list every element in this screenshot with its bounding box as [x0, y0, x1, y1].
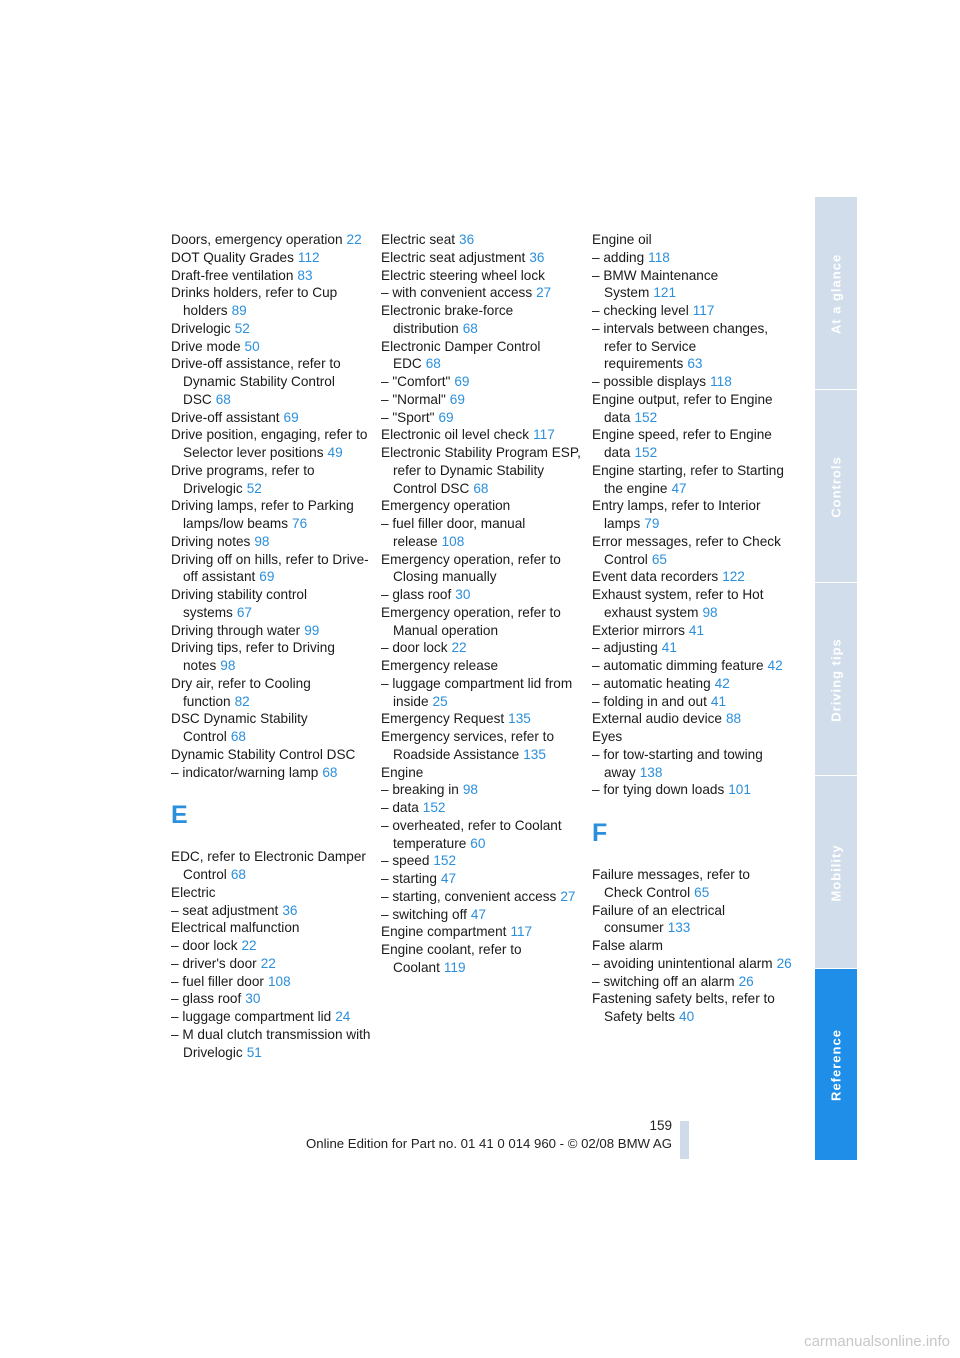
page-link[interactable]: 99 [304, 622, 320, 638]
page-link[interactable]: 22 [260, 955, 276, 971]
entry-text: – "Sport" [381, 409, 435, 425]
index-entry [381, 657, 581, 675]
entry-text: Error messages, refer to Check Control [592, 533, 781, 567]
entry-text: Driving off on hills, refer to Drive-off assistant [171, 551, 369, 585]
entry-text: DSC Dynamic Stability Control [171, 711, 308, 744]
page-link[interactable]: 69 [283, 409, 299, 425]
page-link[interactable]: 117 [533, 427, 555, 443]
index-entry [592, 657, 792, 675]
index-entry [171, 355, 371, 408]
index-entry [381, 515, 581, 551]
page-link[interactable]: 152 [634, 445, 658, 460]
entry-text: Dynamic Stability Control DSC [171, 746, 356, 762]
page-link[interactable]: 24 [335, 1009, 351, 1024]
page-link[interactable]: 36 [282, 902, 298, 918]
page-link[interactable]: 40 [679, 1009, 695, 1024]
entry-text: Emergency Request [381, 711, 505, 727]
entry-text: Engine oil [592, 232, 652, 247]
page-link[interactable]: 76 [292, 516, 308, 531]
entry-text: Draft-free ventilation [171, 267, 294, 283]
page-link[interactable]: 63 [687, 356, 703, 372]
entry-text: Driving stability control systems [171, 587, 307, 620]
entry-text: Engine starting, refer to Starting the engine [592, 462, 784, 496]
page-link[interactable]: 98 [220, 658, 236, 673]
entry-text: Eyes [592, 729, 623, 744]
entry-text: Drive-off assistance, refer to Dynamic Stability Control DSC [171, 356, 341, 407]
index-entry [381, 852, 581, 870]
entry-text: – adding [592, 249, 645, 265]
entry-text: Failure of an electrical consumer [592, 902, 725, 936]
entry-text: – switching off an alarm [592, 973, 735, 989]
page-link[interactable]: 89 [231, 303, 247, 318]
index-entry [381, 551, 581, 587]
index-entry [381, 586, 581, 604]
entry-text: Electric seat [381, 232, 456, 247]
index-entry [171, 462, 371, 498]
index-entry [171, 1008, 371, 1026]
page-link[interactable]: 135 [523, 746, 546, 762]
page-link[interactable]: 69 [259, 569, 275, 585]
entry-text: – for tow-starting and towing away [592, 746, 763, 780]
sidebar-tab-label: Controls [828, 455, 844, 518]
page-link[interactable]: 98 [462, 782, 478, 798]
index-entry [381, 267, 581, 285]
page-link[interactable]: 26 [738, 973, 754, 989]
entry-text: Drive-off assistant [171, 409, 280, 425]
entry-text: – switching off [381, 906, 467, 922]
index-entry [592, 675, 792, 693]
entry-text: Electric steering wheel lock [381, 267, 545, 283]
index-entry [592, 728, 792, 746]
index-entry [381, 426, 581, 444]
section-sidebar [815, 197, 857, 1160]
section-letter: E [171, 801, 188, 830]
page-link[interactable]: 47 [671, 480, 687, 496]
section-letter: F [592, 819, 608, 847]
entry-text: Engine speed, refer to Engine data [592, 427, 772, 460]
index-entry [592, 973, 792, 991]
entry-text: Driving lamps, refer to Parking lamps/low beams [171, 498, 354, 531]
entry-text: Drivelogic [171, 320, 231, 336]
sidebar-tab-label: At a glance [828, 253, 844, 334]
entry-text: – speed [381, 853, 430, 869]
entry-text: – avoiding unintentional alarm [592, 955, 773, 971]
sidebar-tab-label: Reference [828, 1028, 844, 1101]
index-entry [171, 533, 371, 551]
index-entry [381, 231, 581, 249]
index-entry [592, 693, 792, 711]
page-link[interactable]: 69 [449, 391, 465, 407]
index-entry [592, 426, 792, 462]
entry-text: Driving through water [171, 622, 301, 638]
index-entry [592, 866, 792, 902]
index-entry [171, 284, 371, 320]
page-link[interactable]: 47 [440, 871, 457, 886]
footer-bar [680, 1121, 689, 1159]
watermark: carmanualsonline.info [804, 1333, 950, 1350]
index-entry [171, 267, 371, 285]
page-link[interactable]: 68 [425, 356, 441, 372]
index-entry [381, 604, 581, 640]
page-link[interactable]: 30 [455, 587, 471, 602]
page-link[interactable]: 68 [473, 480, 489, 496]
page-link[interactable]: 152 [422, 800, 446, 815]
page-link[interactable]: 121 [653, 285, 677, 301]
page-link[interactable]: 98 [254, 533, 270, 549]
entry-text: Electronic oil level check [381, 427, 530, 443]
page-link[interactable]: 112 [297, 249, 320, 265]
page-link[interactable]: 49 [327, 445, 343, 460]
index-entry [381, 799, 581, 817]
page-link[interactable]: 52 [246, 480, 262, 496]
index-entry [171, 320, 371, 338]
entry-text: Doors, emergency operation [171, 232, 343, 247]
index-entry [381, 639, 581, 657]
entry-text: – starting [381, 871, 437, 886]
page-link[interactable]: 122 [722, 569, 745, 585]
entry-text: – breaking in [381, 782, 459, 798]
index-entry [592, 231, 792, 249]
page-link[interactable]: 68 [215, 391, 231, 407]
entry-text: – fuel filler door [171, 973, 264, 989]
entry-text: Electronic brake-force distribution [381, 303, 514, 336]
sidebar-tab-driving-tips[interactable] [815, 583, 857, 776]
page-link[interactable]: 42 [714, 675, 730, 691]
entry-text: – indicator/warning lamp [171, 764, 319, 780]
page-link[interactable]: 27 [536, 285, 552, 301]
entry-text: – folding in and out [592, 693, 707, 709]
index-entry [592, 710, 792, 728]
index-column-2 [381, 231, 581, 977]
index-entry [171, 426, 371, 462]
entry-text: EDC, refer to Electronic Damper Control [171, 849, 366, 882]
page-link[interactable]: 98 [702, 604, 718, 620]
index-entry [381, 781, 581, 799]
index-entry [592, 249, 792, 267]
entry-text: Event data recorders [592, 569, 719, 585]
entry-text: – possible displays [592, 374, 707, 389]
index-entry [592, 781, 792, 799]
entry-text: – automatic heating [592, 675, 711, 691]
entry-text: – data [381, 800, 419, 815]
index-entry [592, 533, 792, 569]
entry-text: – "Normal" [381, 391, 446, 407]
entry-text: Drinks holders, refer to Cup holders [171, 285, 338, 318]
index-entry [592, 955, 792, 973]
page-link[interactable]: 118 [648, 249, 670, 265]
index-entry [171, 710, 371, 746]
index-column-3 [592, 231, 792, 1026]
page-link[interactable]: 36 [529, 249, 545, 265]
page-link[interactable]: 65 [694, 884, 710, 900]
sidebar-tab-label: Driving tips [828, 637, 844, 722]
page-link[interactable]: 117 [692, 303, 715, 318]
entry-text: Engine compartment [381, 924, 507, 940]
index-entry [381, 497, 581, 515]
page-link[interactable]: 133 [667, 920, 691, 936]
index-entry [171, 937, 371, 955]
page-link[interactable]: 68 [230, 867, 246, 882]
index-entry [381, 284, 581, 302]
index-entry [592, 267, 792, 303]
index-entry [171, 848, 371, 884]
index-entry [171, 919, 371, 937]
index-entry [592, 373, 792, 391]
index-entry [381, 906, 581, 924]
page-link[interactable]: 50 [244, 338, 260, 354]
entry-text: – glass roof [381, 587, 452, 602]
page-link[interactable]: 22 [346, 232, 362, 247]
page-link[interactable]: 108 [267, 973, 291, 989]
page-link[interactable]: 69 [454, 374, 470, 389]
page-link[interactable]: 30 [245, 991, 261, 1007]
index-entry [592, 746, 792, 782]
page-link[interactable]: 41 [661, 640, 677, 656]
page-link[interactable]: 41 [710, 693, 727, 709]
page-link[interactable]: 22 [451, 640, 467, 656]
entry-text: – automatic dimming feature [592, 658, 764, 673]
index-entry [381, 373, 581, 391]
index-entry [171, 675, 371, 711]
index-entry [592, 586, 792, 622]
index-entry [592, 320, 792, 373]
index-entry [592, 568, 792, 586]
page-link[interactable]: 52 [234, 320, 250, 336]
page-link[interactable]: 68 [462, 320, 478, 336]
entry-text: – door lock [381, 640, 448, 656]
entry-text: Emergency operation [381, 498, 511, 514]
entry-text: – with convenient access [381, 285, 533, 301]
entry-text: Drive position, engaging, refer to Selector lever positions [171, 427, 368, 460]
entry-text: Drive mode [171, 338, 241, 354]
index-entry [592, 391, 792, 427]
index-entry [171, 955, 371, 973]
page-link[interactable]: 101 [728, 782, 751, 798]
entry-text: Emergency operation, refer to Closing manually [381, 551, 561, 585]
index-entry [381, 249, 581, 267]
page-link[interactable]: 22 [241, 938, 257, 953]
entry-text: – overheated, refer to Coolant temperature [381, 817, 562, 851]
page-link[interactable]: 79 [644, 516, 660, 531]
page-link[interactable]: 68 [322, 764, 338, 780]
entry-text: Drive programs, refer to Drivelogic [171, 462, 315, 496]
page-link[interactable]: 83 [297, 267, 313, 283]
entry-text: – intervals between changes, refer to Service requirements [592, 320, 769, 372]
page-link[interactable]: 88 [725, 711, 742, 727]
index-entry [171, 338, 371, 356]
index-entry [171, 884, 371, 902]
entry-text: Electrical malfunction [171, 920, 300, 936]
sidebar-tab-at-a-glance[interactable] [815, 197, 857, 390]
page-link[interactable]: 65 [651, 551, 667, 567]
entry-text: False alarm [592, 938, 664, 953]
index-entry [171, 902, 371, 920]
index-entry [171, 639, 371, 675]
page-link[interactable]: 41 [688, 622, 705, 638]
entry-text: – luggage compartment lid from inside [381, 675, 573, 709]
index-entry [171, 249, 371, 267]
entry-text: Entry lamps, refer to Interior lamps [592, 498, 761, 531]
page-link[interactable]: 67 [236, 604, 252, 620]
entry-text: – fuel filler door, manual release [381, 516, 526, 549]
index-entry [592, 497, 792, 533]
entry-text: Electric seat adjustment [381, 249, 526, 265]
index-entry [381, 941, 581, 977]
page-link[interactable]: 68 [230, 729, 246, 744]
page-link[interactable]: 152 [433, 853, 457, 869]
entry-text: Engine output, refer to Engine data [592, 391, 773, 425]
index-entry [381, 409, 581, 427]
page-number: 159 [649, 1118, 672, 1133]
index-entry [171, 1026, 371, 1062]
entry-text: Emergency operation, refer to Manual operation [381, 604, 561, 638]
entry-text: Electric [171, 884, 216, 900]
page-link[interactable]: 25 [432, 693, 448, 709]
sidebar-tab-controls[interactable] [815, 390, 857, 583]
index-entry [592, 302, 792, 320]
page-link[interactable]: 138 [639, 764, 663, 780]
index-entry [381, 888, 581, 906]
entry-text: Electronic Stability Program ESP, refer to Dynamic Stability Control DSC [381, 445, 581, 496]
entry-text: Fastening safety belts, refer to Safety belts [592, 991, 775, 1024]
index-entry [171, 764, 371, 782]
index-entry [171, 231, 371, 249]
index-entry [592, 639, 792, 657]
index-entry [381, 675, 581, 711]
index-entry [171, 586, 371, 622]
index-entry [171, 973, 371, 991]
index-entry [171, 990, 371, 1008]
index-entry [171, 497, 371, 533]
page-link[interactable]: 42 [767, 658, 783, 673]
edition-footer: Online Edition for Part no. 01 41 0 014 960 - © 02/08 BMW AG [306, 1136, 672, 1151]
entry-text: Engine [381, 764, 424, 780]
entry-text: – starting, convenient access [381, 888, 557, 904]
entry-text: – door lock [171, 938, 238, 953]
index-entry [381, 302, 581, 338]
index-entry [381, 710, 581, 728]
index-entry [381, 817, 581, 853]
index-entry [592, 902, 792, 938]
entry-text: Failure messages, refer to Check Control [592, 867, 750, 900]
index-entry [381, 338, 581, 374]
entry-text: Emergency release [381, 658, 499, 673]
index-entry [171, 409, 371, 427]
page-link[interactable]: 108 [441, 533, 465, 549]
entry-text: – seat adjustment [171, 902, 279, 918]
page-link[interactable]: 26 [776, 955, 792, 971]
index-entry [381, 923, 581, 941]
index-entry [381, 870, 581, 888]
index-entry [171, 746, 371, 764]
page-link[interactable]: 152 [634, 409, 658, 425]
index-entry [171, 622, 371, 640]
page-link[interactable]: 27 [560, 888, 576, 904]
page-link[interactable]: 69 [438, 409, 454, 425]
entry-text: – luggage compartment lid [171, 1009, 332, 1024]
entry-text: Engine coolant, refer to Coolant [381, 942, 522, 975]
sidebar-tab-reference[interactable] [815, 969, 857, 1160]
sidebar-tab-mobility[interactable] [815, 776, 857, 969]
entry-text: – checking level [592, 303, 689, 318]
entry-text: – "Comfort" [381, 374, 451, 389]
index-entry [592, 462, 792, 498]
page-link[interactable]: 82 [234, 693, 250, 709]
page-link[interactable]: 47 [470, 906, 487, 922]
index-entry [171, 551, 371, 587]
page-link[interactable]: 51 [246, 1044, 262, 1060]
index-entry [381, 444, 581, 497]
entry-text: Exterior mirrors [592, 622, 685, 638]
entry-text: External audio device [592, 711, 722, 727]
index-entry [592, 622, 792, 640]
entry-text: Emergency services, refer to Roadside Assistance [381, 729, 555, 762]
index-entry [381, 764, 581, 782]
entry-text: – glass roof [171, 991, 242, 1007]
entry-text: Electronic Damper Control EDC [381, 338, 541, 372]
entry-text: – driver's door [171, 955, 257, 971]
index-entry [592, 937, 792, 955]
index-entry [381, 728, 581, 764]
entry-text: Driving notes [171, 533, 251, 549]
page-link[interactable]: 36 [459, 232, 475, 247]
entry-text: Dry air, refer to Cooling function [171, 675, 311, 709]
page-link[interactable]: 119 [443, 959, 466, 975]
entry-text: DOT Quality Grades [171, 249, 294, 265]
sidebar-tab-label: Mobility [828, 843, 844, 902]
page-link[interactable]: 117 [510, 924, 533, 940]
entry-text: Exhaust system, refer to Hot exhaust system [592, 587, 764, 620]
index-entry [381, 391, 581, 409]
page-link[interactable]: 60 [470, 835, 486, 851]
index-entry [592, 990, 792, 1026]
page-link[interactable]: 135 [508, 711, 531, 727]
entry-text: – for tying down loads [592, 782, 725, 798]
entry-text: – M dual clutch transmission with Drivelogic [171, 1026, 371, 1060]
page-link[interactable]: 118 [710, 374, 732, 389]
entry-text: – BMW Maintenance System [592, 267, 719, 301]
entry-text: Driving tips, refer to Driving notes [171, 640, 335, 673]
entry-text: – adjusting [592, 640, 658, 656]
index-column-1 [171, 231, 371, 1061]
